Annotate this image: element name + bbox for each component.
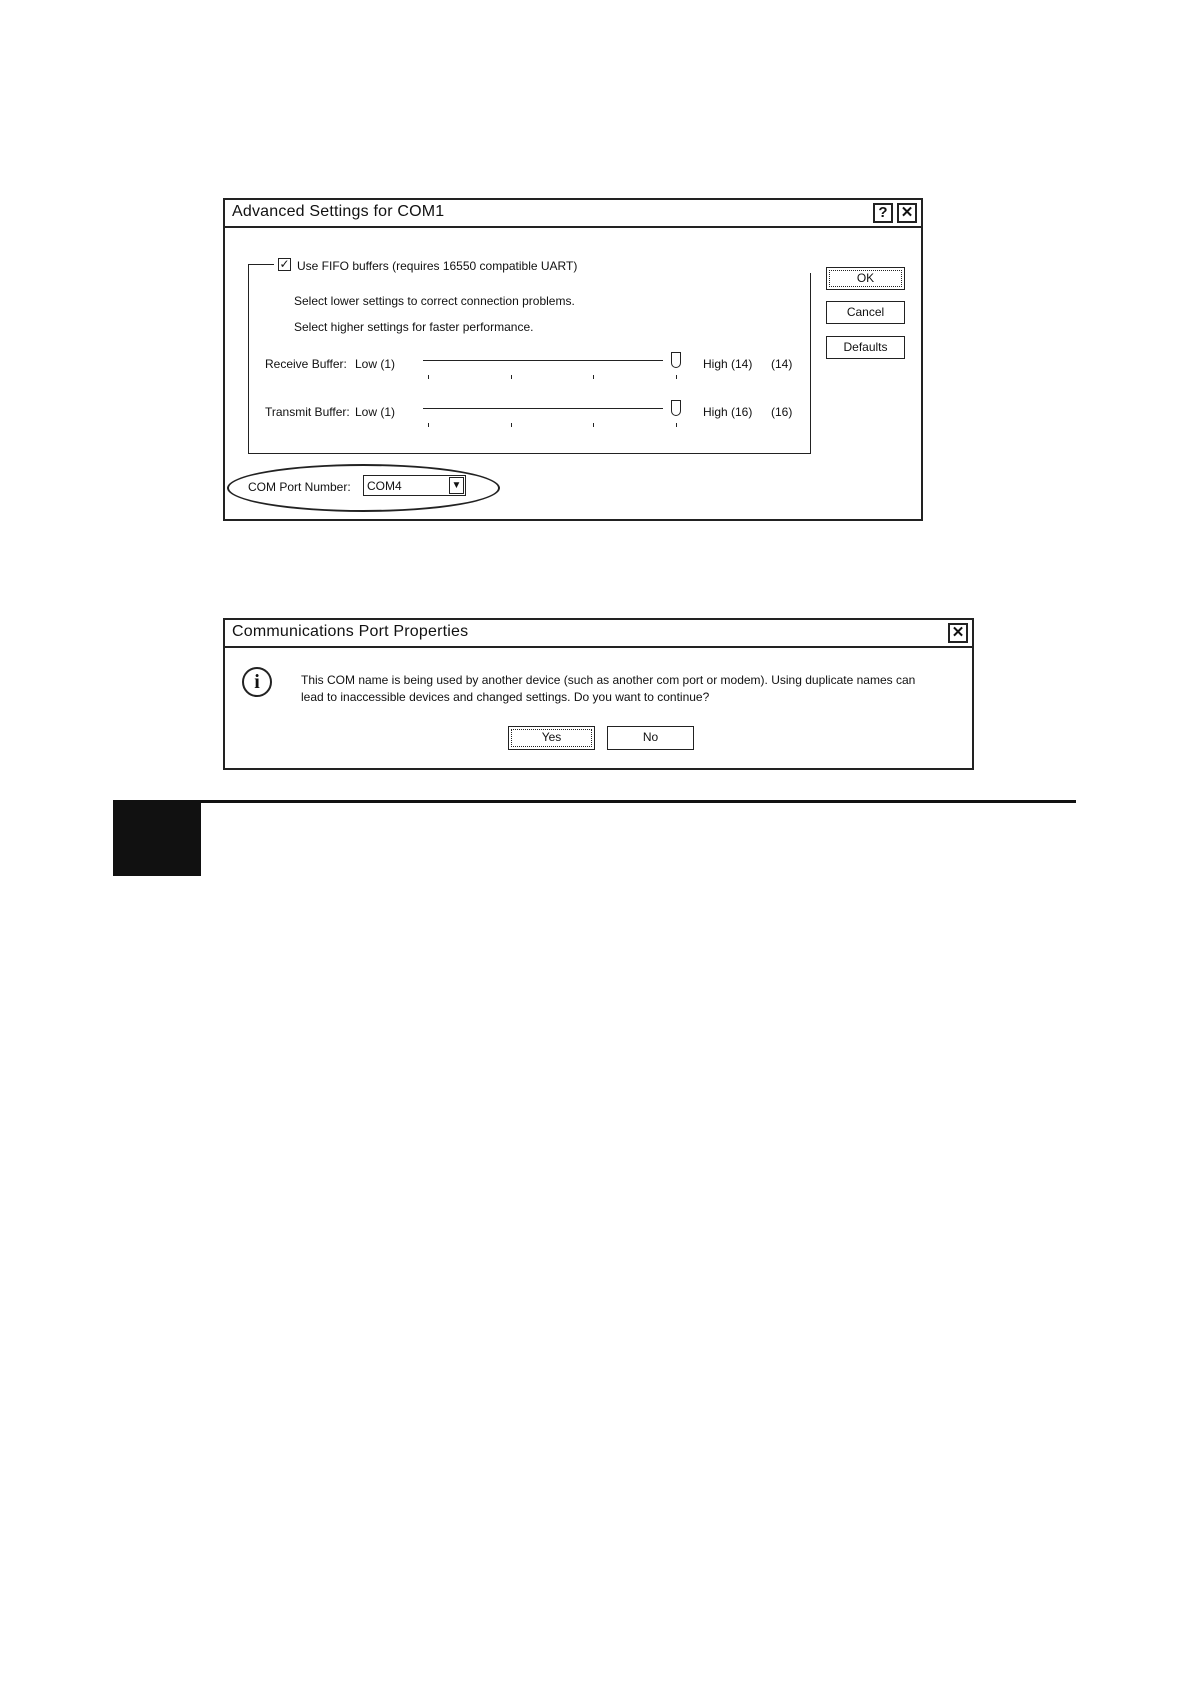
confirm-dialog-titlebar[interactable] xyxy=(225,620,972,648)
close-icon[interactable]: ✕ xyxy=(948,623,968,643)
confirm-message-line2: lead to inaccessible devices and changed settings. Do you want to continue? xyxy=(301,690,710,704)
defaults-button[interactable]: Defaults xyxy=(826,336,905,359)
receive-buffer-label: Receive Buffer: xyxy=(265,357,347,371)
transmit-buffer-slider[interactable] xyxy=(423,398,673,428)
com-port-label: COM Port Number: xyxy=(248,480,351,494)
transmit-buffer-label: Transmit Buffer: xyxy=(265,405,350,419)
help-icon[interactable]: ? xyxy=(873,203,893,223)
cancel-button[interactable]: Cancel xyxy=(826,301,905,324)
transmit-slider-tick xyxy=(428,423,429,427)
advanced-settings-title: Advanced Settings for COM1 xyxy=(232,203,445,220)
confirm-dialog xyxy=(223,618,974,770)
ok-button[interactable]: OK xyxy=(826,267,905,290)
com-port-select[interactable] xyxy=(363,475,466,496)
confirm-dialog-title: Communications Port Properties xyxy=(232,623,469,640)
yes-button[interactable]: Yes xyxy=(508,726,595,750)
transmit-value-label: (16) xyxy=(771,405,793,419)
confirm-message-line1: This COM name is being used by another device (such as another com port or modem). Using duplicate names can xyxy=(301,673,916,687)
advanced-settings-dialog xyxy=(223,198,923,521)
transmit-high-label: High (16) xyxy=(703,405,753,419)
confirm-message xyxy=(301,672,971,706)
advanced-settings-titlebar[interactable] xyxy=(225,200,921,228)
hint-lower-text: Select lower settings to correct connection problems. xyxy=(294,294,575,308)
receive-low-label: Low (1) xyxy=(355,357,396,371)
section-rule xyxy=(201,800,1076,803)
fifo-checkbox[interactable]: ✓ xyxy=(279,257,290,271)
receive-high-label: High (14) xyxy=(703,357,753,371)
receive-slider-tick xyxy=(676,375,677,379)
no-button[interactable]: No xyxy=(607,726,694,750)
hint-higher-text: Select higher settings for faster performance. xyxy=(294,320,534,334)
receive-slider-thumb[interactable] xyxy=(671,352,681,368)
transmit-low-label: Low (1) xyxy=(355,405,396,419)
transmit-slider-tick xyxy=(593,423,594,427)
receive-value-label: (14) xyxy=(771,357,793,371)
close-icon[interactable]: ✕ xyxy=(897,203,917,223)
receive-buffer-slider[interactable] xyxy=(423,350,673,380)
step-marker-box xyxy=(113,800,201,876)
com-port-value: COM4 xyxy=(367,479,402,493)
receive-slider-tick xyxy=(428,375,429,379)
receive-slider-tick xyxy=(593,375,594,379)
receive-slider-tick xyxy=(511,375,512,379)
info-icon: i xyxy=(242,667,272,697)
transmit-slider-tick xyxy=(511,423,512,427)
fifo-checkbox-label: Use FIFO buffers (requires 16550 compatible UART) xyxy=(297,259,578,273)
fifo-checkbox-row[interactable] xyxy=(274,256,867,273)
receive-slider-track xyxy=(423,360,663,362)
transmit-slider-thumb[interactable] xyxy=(671,400,681,416)
transmit-slider-track xyxy=(423,408,663,410)
chevron-down-icon[interactable]: ▼ xyxy=(449,477,464,494)
transmit-slider-tick xyxy=(676,423,677,427)
